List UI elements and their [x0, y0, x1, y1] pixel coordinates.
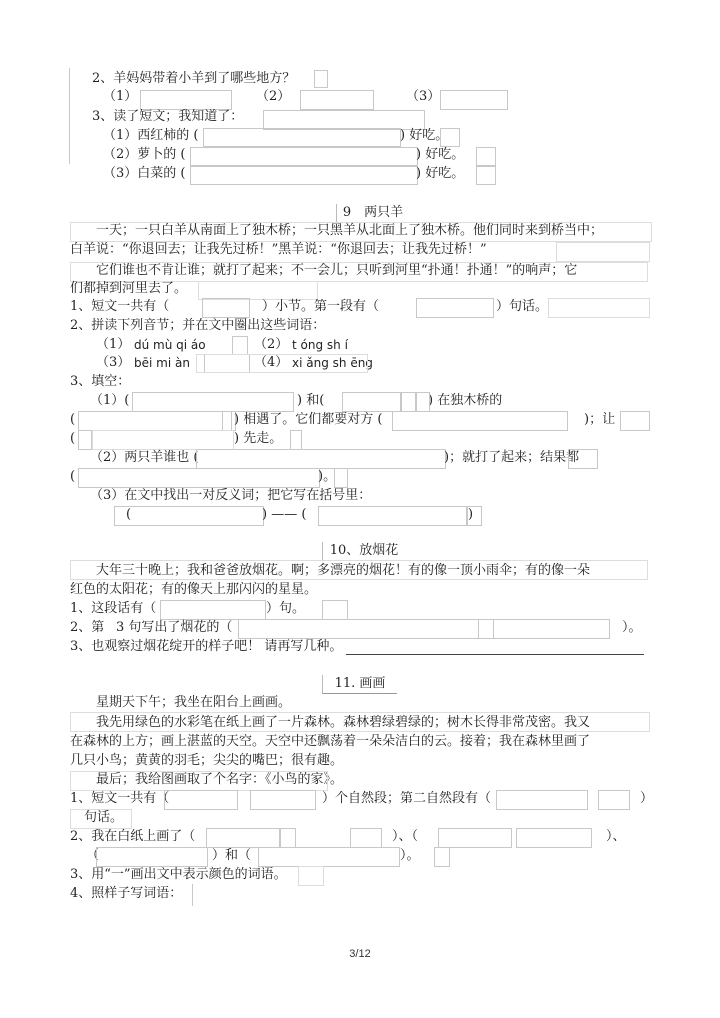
fill-item: ) 在独木桥的 [428, 393, 503, 408]
answer-blank[interactable] [114, 506, 264, 526]
question-11-2: 2、我在白纸上画了（ [70, 829, 196, 844]
fill-item: （3）在文中找出一对反义词；把它写在括号里： [90, 488, 372, 503]
answer-blank[interactable] [258, 847, 400, 867]
answer-line[interactable] [346, 654, 644, 655]
question-9-1: ）句话。 [496, 299, 549, 314]
pinyin-item: （3） [96, 355, 131, 370]
question-11-2: ）。 [400, 848, 420, 863]
answer-blank[interactable] [392, 411, 568, 431]
question-11-4: 4、照样子写词语： [70, 886, 183, 901]
answer-blank[interactable] [190, 166, 418, 185]
answer-blank[interactable] [203, 128, 401, 147]
paragraph-line: 红色的太阳花；有的像天上那闪闪的星星。 [70, 582, 318, 597]
question-10-3: 3、也观察过烟花绽开的样子吧！ 请再写几种。 [70, 639, 343, 654]
question-9-1: ）小节。第一段有（ [262, 299, 380, 314]
pinyin-text: t óng sh í [292, 338, 348, 352]
question-8-2: 2、羊妈妈带着小羊到了哪些地方？ [92, 71, 296, 86]
paragraph-line: 它们谁也不肯让谁；就打了起来；不一会儿；只听到河里“扑通！扑通！”的响声；它 [96, 263, 578, 278]
answer-blank[interactable] [196, 449, 446, 469]
answer-blank-label: （1） [103, 89, 138, 104]
fill-item: （3）白菜的 ( [103, 166, 186, 181]
question-11-2: ）和（ [212, 848, 252, 863]
question-10-2: 2、第 [70, 620, 105, 635]
section-title: 9 两只羊 [336, 204, 409, 223]
fill-item: ) 好吃。 [416, 147, 465, 162]
section-title: 10、放烟花 [322, 542, 405, 561]
question-10-2: 3 句写出了烟花的（ [116, 620, 233, 635]
answer-blank[interactable] [132, 392, 294, 412]
answer-blank-label: （2） [256, 89, 291, 104]
paragraph-line: 我先用绿色的水彩笔在纸上画了一片森林。森林碧绿碧绿的；树木长得非常茂密。我又 [96, 715, 591, 730]
answer-blank[interactable] [160, 600, 266, 620]
fill-item: )；让 [584, 412, 616, 427]
answer-blank[interactable] [78, 468, 320, 488]
fill-item: （2）两只羊谁也 ( [90, 450, 199, 465]
question-9-2: 2、拼读下列音节；并在文中圈出这些词语： [70, 318, 326, 333]
paragraph-line: 星期天下午；我坐在阳台上画画。 [96, 695, 292, 710]
section-title: 11. 画画 [322, 675, 397, 694]
fill-item: （1）( [90, 393, 130, 408]
question-8-3: 3、读了短文；我知道了： [92, 109, 244, 124]
answer-blank-label: （3） [406, 89, 441, 104]
pinyin-text: xi ǎng sh ēng [292, 356, 373, 370]
fill-item: ) —— ( [262, 507, 307, 522]
question-11-1: 1、短文一共有（ [70, 791, 170, 806]
paragraph-line: 们都掉到河里去了。 [70, 281, 188, 296]
answer-blank[interactable] [164, 790, 238, 810]
answer-blank[interactable] [202, 298, 250, 318]
paragraph-line: 一天；一只白羊从南面上了独木桥；一只黑羊从北面上了独木桥。他们同时来到桥当中； [96, 223, 604, 238]
pinyin-text: bēi mi àn [134, 356, 190, 370]
fill-item: （2）萝卜的 ( [103, 147, 186, 162]
fill-item: ) 先走。 [234, 431, 283, 446]
fill-item: )；就打了起来；结果都 [444, 450, 580, 465]
pinyin-item: （1） [96, 337, 131, 352]
fill-item: ( [70, 469, 76, 484]
answer-blank[interactable] [190, 147, 418, 166]
paragraph-line: 几只小鸟；黄黄的羽毛；尖尖的嘴巴；很有趣。 [70, 753, 344, 768]
answer-blank[interactable] [238, 619, 610, 639]
question-10-2: ）。 [622, 620, 642, 635]
answer-blank[interactable] [416, 298, 494, 318]
answer-blank[interactable] [96, 847, 208, 867]
paragraph-line: 白羊说：“你退回去；让我先过桥！”黑羊说：“你退回去；让我先过桥！” [70, 242, 487, 257]
fill-item: ( [70, 431, 76, 446]
answer-blank[interactable] [438, 828, 512, 848]
question-11-3: 3、用“一”画出文中表示颜色的词语。 [70, 867, 287, 882]
question-10-1: ）句。 [266, 601, 306, 616]
question-9-1: 1、短文一共有（ [70, 299, 170, 314]
answer-blank[interactable] [78, 411, 232, 431]
question-10-1: 1、这段话有（ [70, 601, 157, 616]
question-9-3: 3、填空： [70, 374, 131, 389]
fill-item: ) 好吃。 [400, 128, 449, 143]
fill-item: ) 相遇了。它们都要对方 ( [234, 412, 383, 427]
question-11-2: ）、 [606, 829, 626, 844]
fill-item: )。 [318, 469, 337, 484]
question-11-1: ） [640, 791, 654, 806]
answer-blank[interactable] [78, 430, 92, 450]
fill-item: ( [70, 412, 76, 427]
answer-blank[interactable] [206, 828, 280, 848]
fill-item: ) 好吃。 [416, 166, 465, 181]
fill-item: （1）西红柿的 ( [103, 128, 199, 143]
pinyin-item: （4） [254, 355, 289, 370]
answer-blank[interactable] [318, 506, 468, 526]
answer-blank[interactable] [496, 790, 588, 810]
question-11-2: （ [86, 848, 100, 863]
page-number: 3/12 [349, 948, 371, 960]
question-11-1: ）个自然段；第二自然段有（ [322, 791, 492, 806]
answer-blank[interactable] [342, 392, 402, 412]
fill-item: ( [126, 507, 132, 522]
fill-item: ) [468, 507, 474, 522]
fill-item: ) 和( [297, 393, 325, 408]
paragraph-line: 大年三十晚上；我和爸爸放烟花。啊；多漂亮的烟花！有的像一顶小雨伞；有的像一朵 [96, 563, 591, 578]
pinyin-text: dú mù qi áo [134, 338, 206, 352]
question-11-1: 句话。 [84, 810, 124, 825]
paragraph-line: 最后；我给图画取了个名字：《小鸟的家》。 [96, 772, 344, 787]
paragraph-line: 在森林的上方；画上湛蓝的天空。天空中还飘荡着一朵朵洁白的云。接着；我在森林里画了 [70, 734, 591, 749]
pinyin-item: （2） [254, 337, 289, 352]
question-11-2: ）、（ [392, 829, 419, 844]
